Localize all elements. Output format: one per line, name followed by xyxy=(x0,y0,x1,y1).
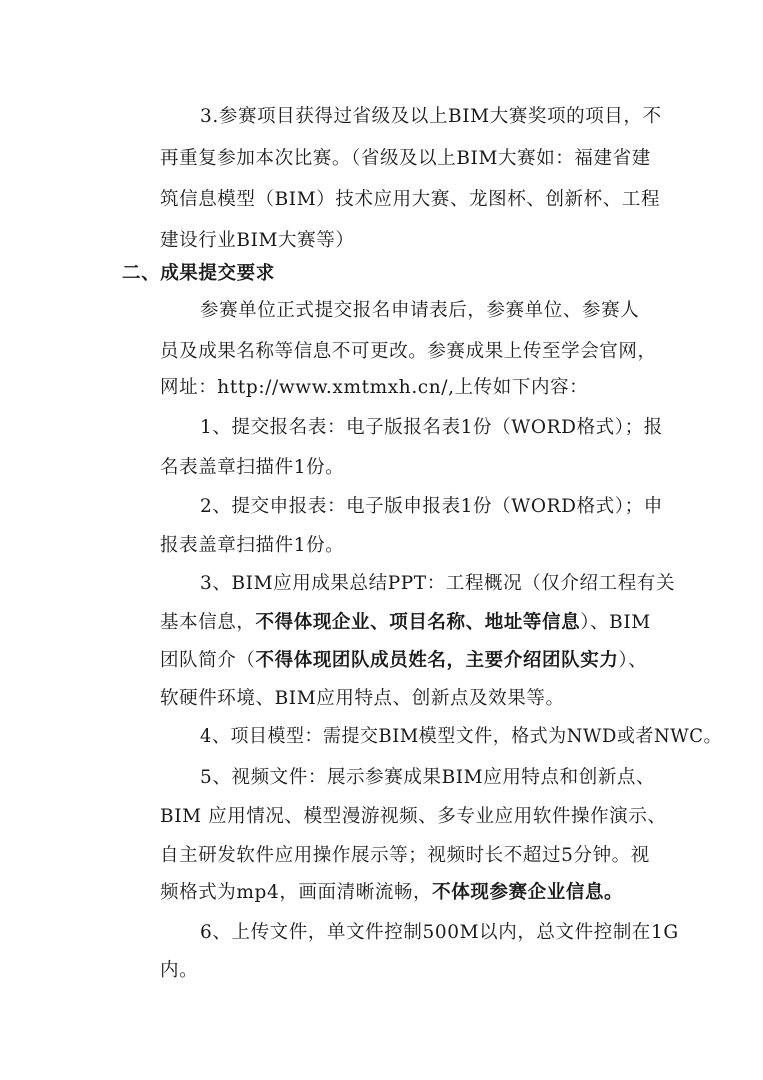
item-5-line-4 xyxy=(160,880,623,906)
item-3-line-4: 软硬件环境、BIM应用特点、创新点及效果等。 xyxy=(160,688,565,709)
item-3-emphasis-2: 不得体现团队成员姓名，主要介绍团队实力 xyxy=(255,650,619,671)
item-1-line-1: 1、提交报名表：电子版报名表1份（WORD格式）；报 xyxy=(200,417,663,438)
item-3-line-3-start: 团队简介（ xyxy=(160,650,256,671)
section-heading: 二、成果提交要求 xyxy=(122,263,275,284)
item-1-line-2: 名表盖章扫描件1份。 xyxy=(160,457,345,478)
item-3-emphasis-1: 不得体现企业、项目名称、地址等信息 xyxy=(255,612,581,633)
item-3-line-2-start: 基本信息， xyxy=(160,612,256,633)
para-3-line-2: 再重复参加本次比赛。（省级及以上BIM大赛如：福建省建 xyxy=(160,148,651,169)
para-3-line-3: 筑信息模型（BIM）技术应用大赛、龙图杯、创新杯、工程 xyxy=(160,189,661,210)
item-3-line-3-end: ）、 xyxy=(618,650,648,671)
item-5-line-3: 自主研发软件应用操作展示等；视频时长不超过5分钟。视 xyxy=(160,845,650,866)
item-4-line-1: 4、项目模型：需提交BIM模型文件，格式为NWD或者NWC。 xyxy=(200,726,723,747)
item-5-line-4-start: 频格式为mp4，画面清晰流畅， xyxy=(160,882,433,903)
item-3-line-1: 3、BIM应用成果总结PPT：工程概况（仅介绍工程有关 xyxy=(200,573,676,594)
intro-line-3: 网址：http://www.xmtmxh.cn/,上传如下内容： xyxy=(160,377,589,398)
item-2-line-1: 2、提交申报表：电子版申报表1份（WORD格式）；申 xyxy=(200,496,663,517)
item-3-line-3 xyxy=(160,648,647,674)
item-2-line-2: 报表盖章扫描件1份。 xyxy=(160,535,345,556)
item-3-line-2 xyxy=(160,610,651,636)
intro-line-1: 参赛单位正式提交报名申请表后，参赛单位、参赛人 xyxy=(200,300,640,321)
item-6-line-1: 6、上传文件，单文件控制500M以内，总文件控制在1G xyxy=(200,922,679,943)
item-3-line-2-end: ）、BIM xyxy=(580,612,651,633)
para-3-line-4: 建设行业BIM大赛等） xyxy=(160,230,355,251)
item-5-line-1: 5、视频文件：展示参赛成果BIM应用特点和创新点、 xyxy=(200,767,656,788)
para-3-line-1: 3.参赛项目获得过省级及以上BIM大赛奖项的项目，不 xyxy=(200,106,662,127)
item-5-line-2: BIM 应用情况、模型漫游视频、多专业应用软件操作演示、 xyxy=(160,806,667,827)
intro-line-2: 员及成果名称等信息不可更改。参赛成果上传至学会官网， xyxy=(160,341,657,362)
item-5-emphasis: 不体现参赛企业信息。 xyxy=(432,882,624,903)
item-6-line-2: 内。 xyxy=(160,960,199,981)
